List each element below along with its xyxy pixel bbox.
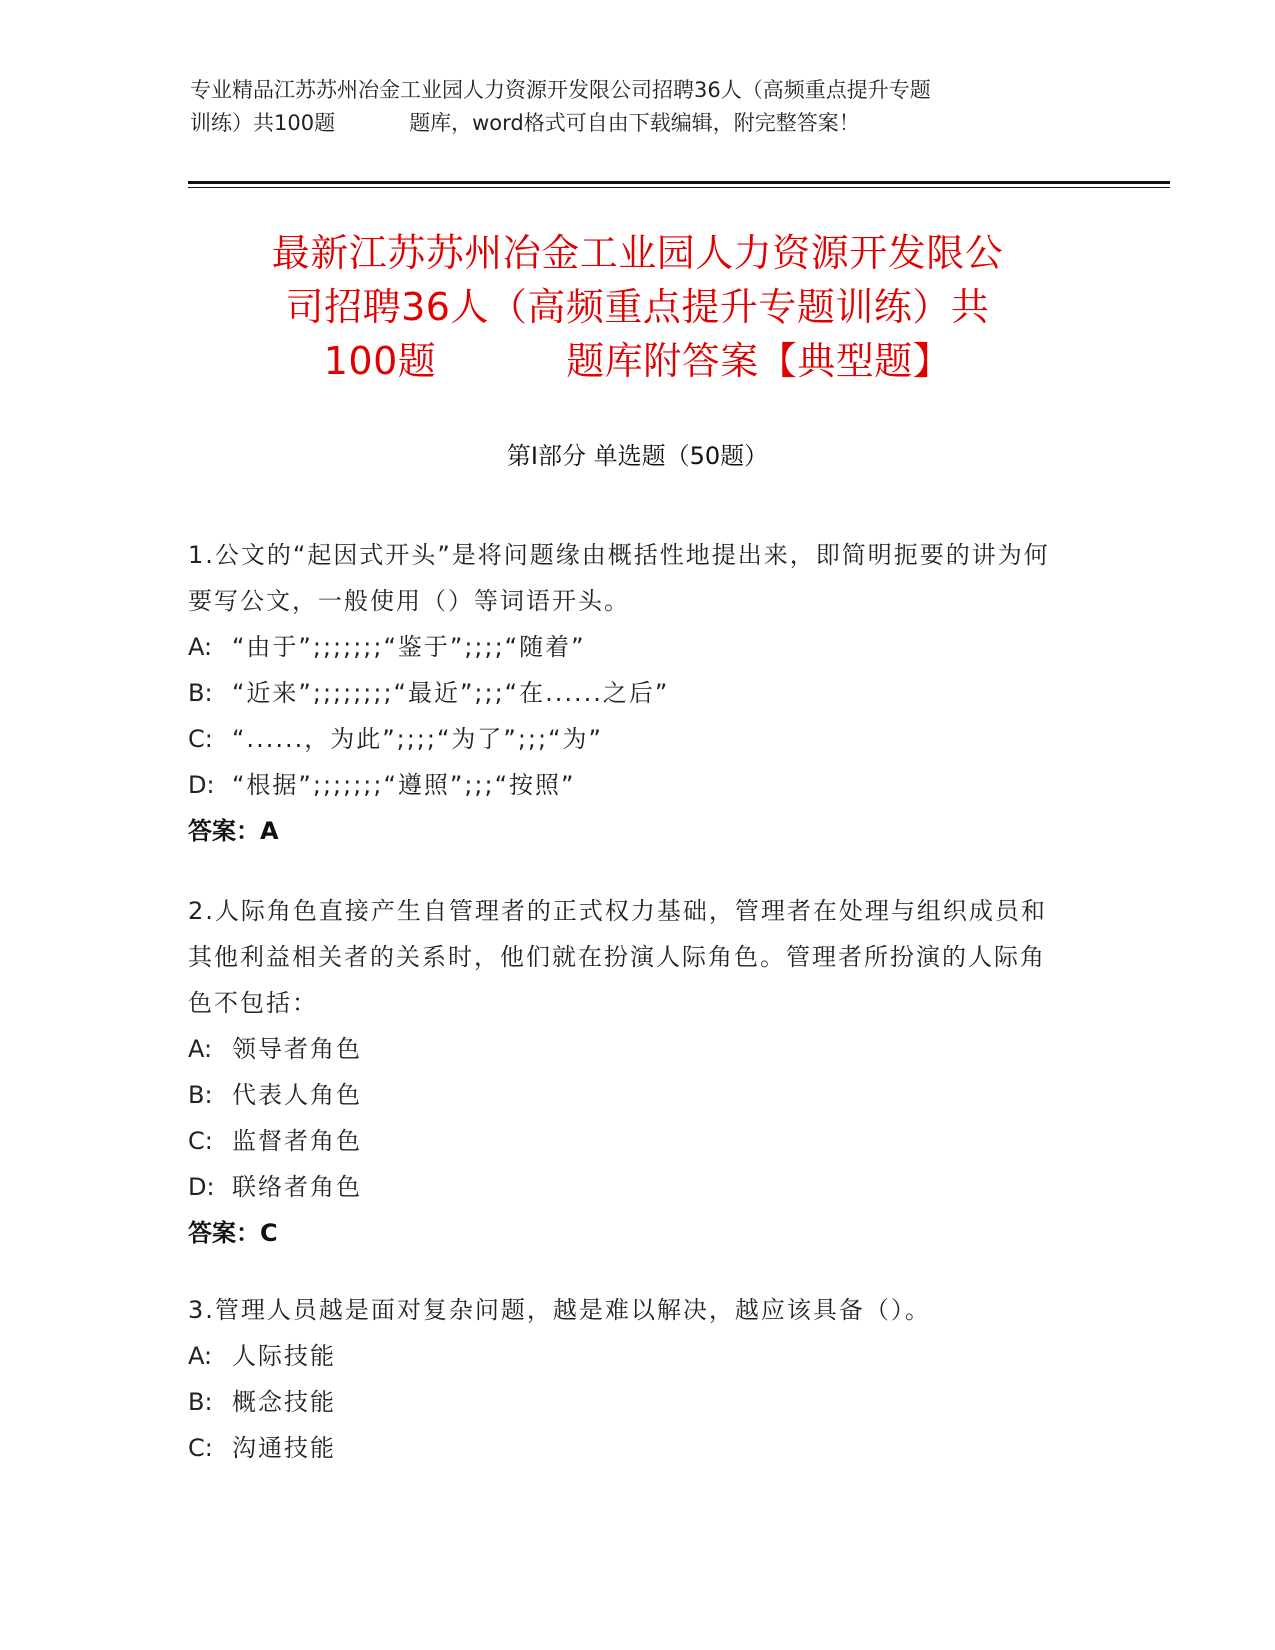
document-title-line-3-part-2: 题库附答案【典型题】	[566, 339, 952, 383]
question-stem: 3.管理人员越是面对复杂问题，越是难以解决，越应该具备（）。	[188, 1296, 931, 1324]
option-text: 领导者角色	[232, 1035, 362, 1063]
option-letter: D:	[188, 1173, 215, 1201]
question-3	[188, 1287, 1068, 1471]
option-letter: C:	[188, 725, 213, 753]
document-title	[150, 226, 1125, 388]
answer-line: 答案：C	[188, 1219, 278, 1247]
option-b	[188, 1072, 1068, 1118]
option-a	[188, 1333, 1068, 1379]
header-note-line-2-part-1: 训练）共100题	[190, 111, 336, 135]
question-stem: 1.公文的“起因式开头”是将问题缘由概括性地提出来，即简明扼要的讲为何要写公文，一般使用（）等词语开头。	[188, 541, 1050, 615]
option-letter: A:	[188, 633, 213, 661]
option-c	[188, 716, 1068, 762]
option-d	[188, 762, 1068, 808]
option-text: “根据”;;;;;;;“遵照”;;;“按照”	[232, 771, 576, 799]
option-letter: D:	[188, 771, 215, 799]
option-letter: B:	[188, 1081, 213, 1109]
option-c	[188, 1118, 1068, 1164]
header-note	[190, 74, 1090, 140]
option-text: “近来”;;;;;;;;“最近”;;;“在......之后”	[232, 679, 670, 707]
option-text: 代表人角色	[232, 1081, 362, 1109]
option-a	[188, 624, 1068, 670]
option-text: 沟通技能	[232, 1434, 336, 1462]
question-stem: 2.人际角色直接产生自管理者的正式权力基础，管理者在处理与组织成员和其他利益相关者的关系时，他们就在扮演人际角色。管理者所扮演的人际角色不包括：	[188, 897, 1047, 1017]
option-text: 联络者角色	[232, 1173, 362, 1201]
header-divider-thick	[188, 181, 1170, 184]
option-letter: C:	[188, 1434, 213, 1462]
option-b	[188, 1379, 1068, 1425]
document-title-line-3-part-1: 100题	[323, 339, 437, 383]
option-a	[188, 1026, 1068, 1072]
option-text: 人际技能	[232, 1342, 336, 1370]
header-divider-thin	[188, 187, 1170, 188]
header-note-line-2	[190, 107, 1090, 140]
option-c	[188, 1425, 1068, 1471]
section-heading: 第I部分 单选题（50题）	[506, 442, 769, 470]
option-text: 监督者角色	[232, 1127, 362, 1155]
option-letter: B:	[188, 679, 213, 707]
document-title-line-3	[150, 334, 1125, 388]
answer-line: 答案：A	[188, 817, 279, 845]
document-title-line-2: 司招聘36人（高频重点提升专题训练）共	[285, 285, 990, 329]
option-letter: C:	[188, 1127, 213, 1155]
option-b	[188, 670, 1068, 716]
option-letter: B:	[188, 1388, 213, 1416]
option-letter: A:	[188, 1342, 213, 1370]
header-note-line-1: 专业精品江苏苏州冶金工业园人力资源开发限公司招聘36人（高频重点提升专题	[190, 78, 931, 102]
option-letter: A:	[188, 1035, 213, 1063]
option-text: “由于”;;;;;;;“鉴于”;;;;“随着”	[232, 633, 586, 661]
question-1	[188, 532, 1068, 854]
document-title-line-1: 最新江苏苏州冶金工业园人力资源开发限公	[271, 231, 1004, 275]
header-note-line-2-part-2: 题库，word格式可自由下载编辑，附完整答案！	[409, 111, 860, 135]
question-2	[188, 888, 1068, 1256]
option-text: “......，为此”;;;;“为了”;;;“为”	[232, 725, 603, 753]
option-text: 概念技能	[232, 1388, 336, 1416]
option-d	[188, 1164, 1068, 1210]
